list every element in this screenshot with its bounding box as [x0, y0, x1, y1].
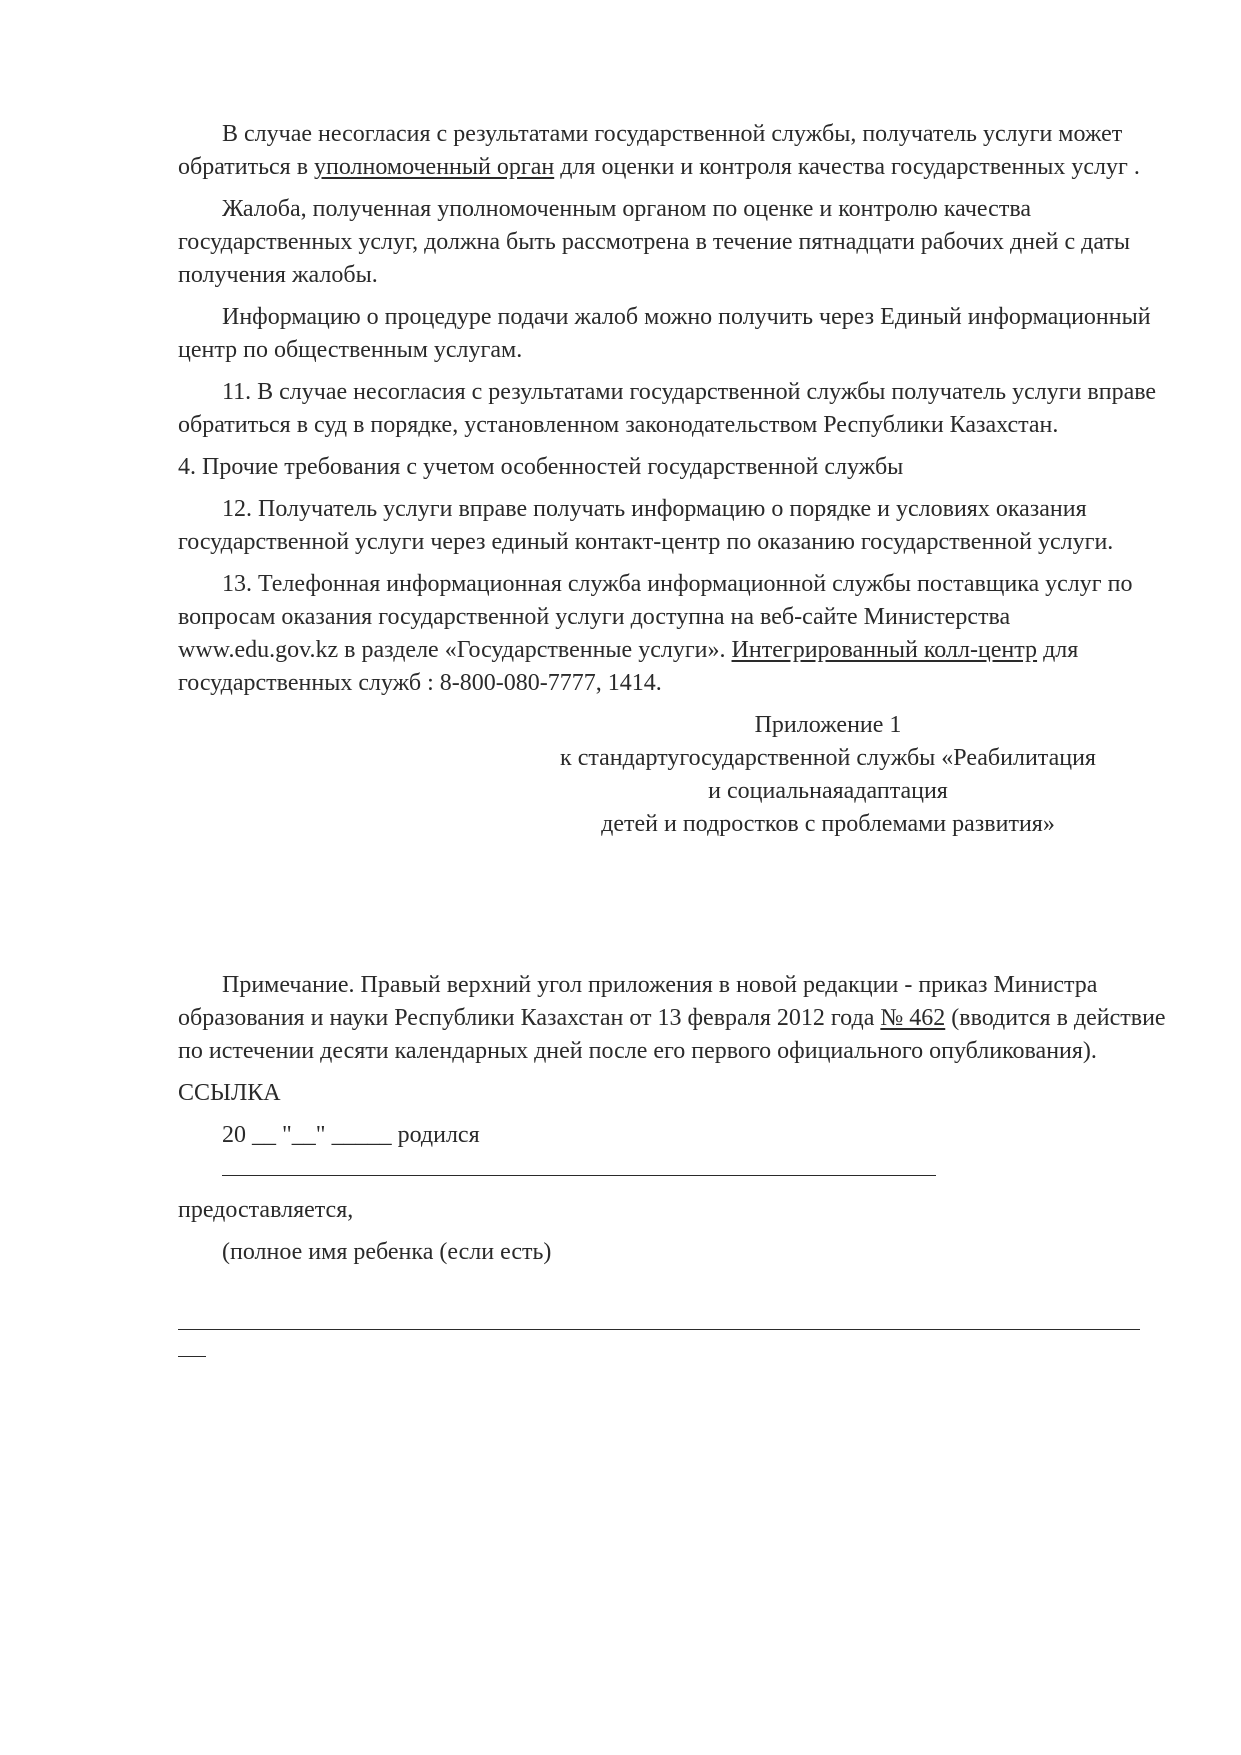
order-462-link[interactable]: № 462: [880, 1005, 946, 1031]
paragraph-12-contact-center: 12. Получатель услуги вправе получать информацию о порядке и условиях оказания государственной услуги через единый контакт-центр по оказанию государственной услуги.: [178, 496, 1114, 555]
appendix-line-3: и социальнаяадаптация: [708, 778, 948, 804]
paragraph-complaint-info: Информацию о процедуре подачи жалоб можно получить через Единый информационный центр по общественным услугам.: [178, 304, 1151, 363]
child-name-hint: (полное имя ребенка (если есть): [222, 1239, 552, 1265]
form-title: ССЫЛКА: [178, 1080, 281, 1106]
spacer: [178, 841, 1168, 969]
call-center-link[interactable]: Интегрированный колл-центр: [731, 637, 1038, 663]
appendix-line-4: детей и подростков с проблемами развития»: [601, 811, 1055, 837]
short-fill-line: [178, 1330, 206, 1357]
long-fill-line: [178, 1279, 1140, 1330]
paragraph-complaint-review: Жалоба, полученная уполномоченным органом по оценке и контролю качества государственных услуг, должна быть рассмотрена в течение пятнадцати рабочих дней с даты получения жалобы.: [178, 196, 1131, 288]
paragraph-complaint-authority: В случае несогласия с результатами государственной службы, получатель услуги может обратиться в уполномоченный орган для оценки и контроля качества государственных услуг .: [178, 121, 1140, 180]
blank-fill-line: [222, 1161, 936, 1176]
authorized-body-link[interactable]: уполномоченный орган: [314, 154, 555, 180]
note-paragraph: Примечание. Правый верхний угол приложения в новой редакции - приказ Министра образования и науки Республики Казахстан от 13 февраля 2012 года № 462 (вводится в действие по истечении десяти календарных дней после его первого официального опубликования).: [178, 972, 1166, 1064]
appendix-heading: [498, 709, 1158, 841]
paragraph-11-court: 11. В случае несогласия с результатами государственной службы получатель услуги вправе обратиться в суд в порядке, установленном законодательством Республики Казахстан.: [178, 379, 1157, 438]
appendix-line-1: Приложение 1: [754, 712, 902, 738]
born-date-line: 20 __ "__" _____ родился: [222, 1122, 480, 1148]
appendix-line-2: к стандартугосударственной службы «Реабилитация: [560, 745, 1096, 771]
document-page: [178, 118, 1168, 1357]
paragraph-13-phone-service: 13. Телефонная информационная служба информационной службы поставщика услуг по вопросам оказания государственной услуги доступна на веб-сайте Министерства www.edu.gov.kz в разделе «Государственные услуги». Интегрированный колл-центр для государственных служб : 8-800-080-7777, 1414.: [178, 571, 1133, 696]
section-4-heading: 4. Прочие требования с учетом особенностей государственной службы: [178, 454, 904, 480]
provided-text: предоставляется,: [178, 1197, 354, 1223]
